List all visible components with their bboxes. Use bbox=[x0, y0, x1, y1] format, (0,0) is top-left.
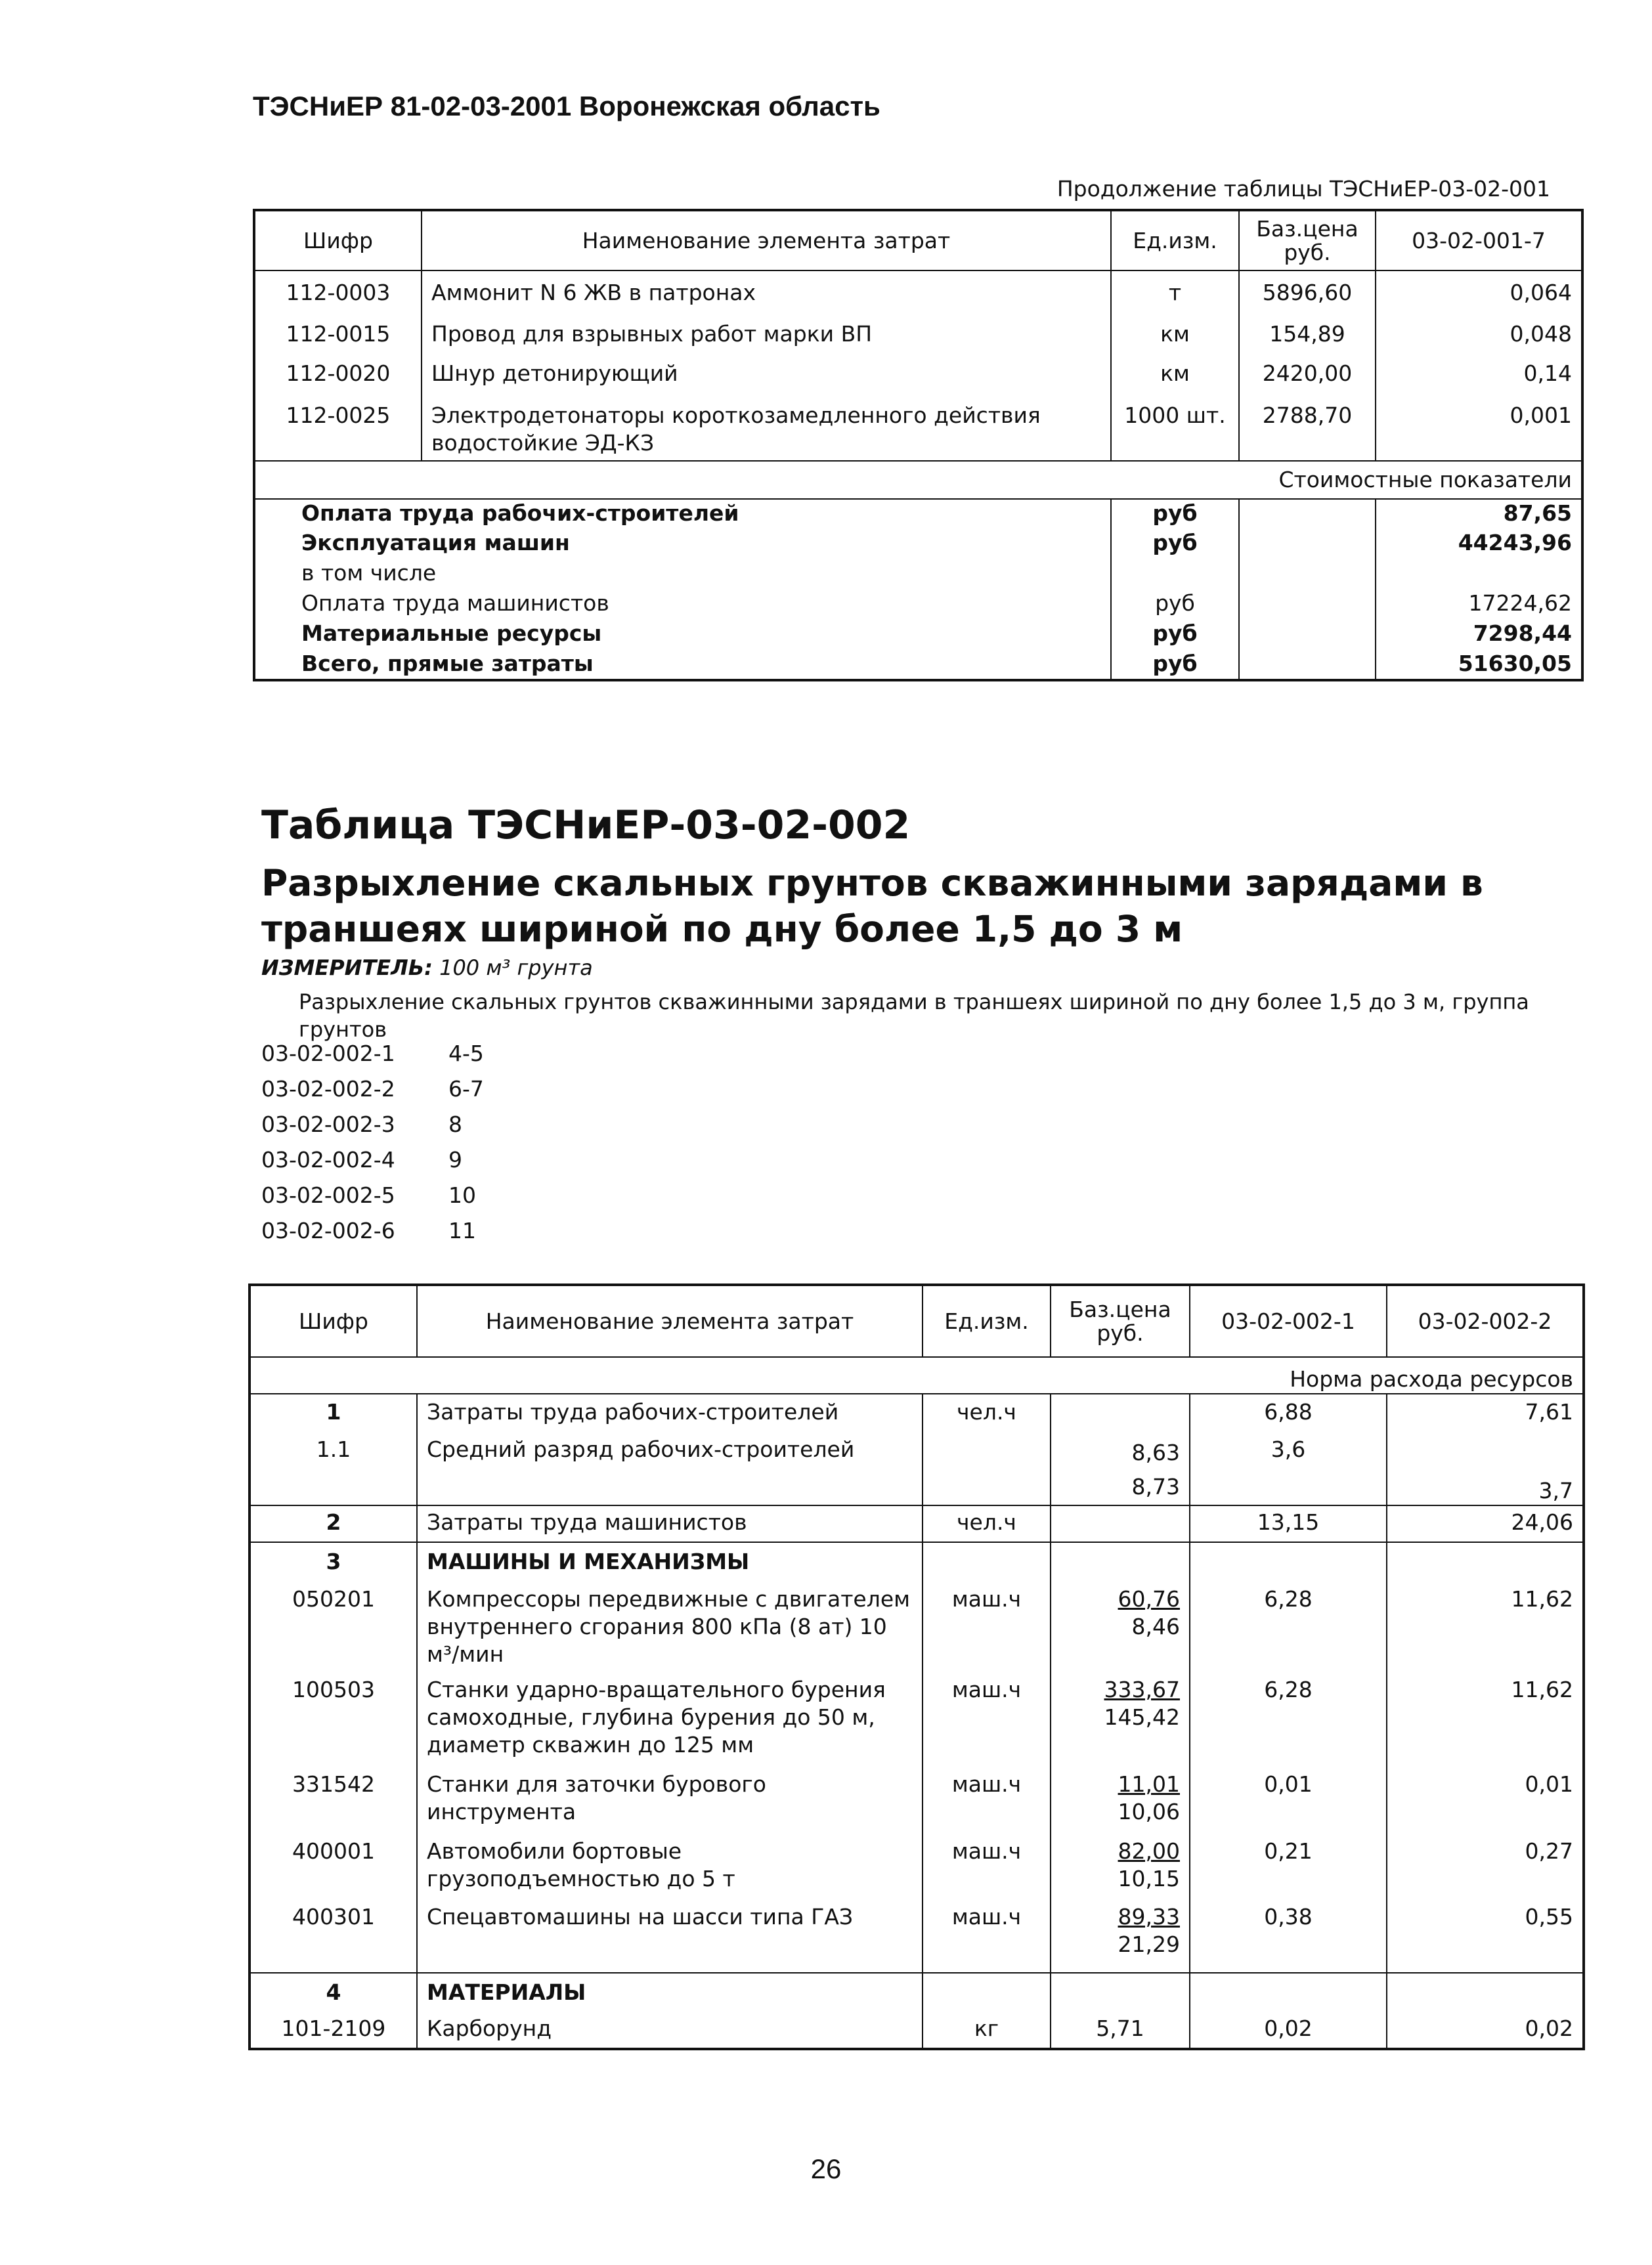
row-name: Карборунд bbox=[417, 2012, 923, 2049]
col-header-unit: Ед.изм. bbox=[1111, 210, 1239, 270]
row-code: 050201 bbox=[250, 1583, 417, 1676]
row-code: 4 bbox=[250, 1973, 417, 2012]
row-name: МАТЕРИАЛЫ bbox=[417, 1973, 923, 2012]
cost-value: 87,65 bbox=[1503, 500, 1572, 526]
code: 03-02-002-2 bbox=[261, 1076, 395, 1102]
row-name: Станки для заточки бурового инструмента bbox=[417, 1771, 923, 1838]
row-norm-2: 0,55 bbox=[1525, 1904, 1573, 1930]
cost-header-row bbox=[254, 461, 1582, 499]
table-continuation-caption: Продолжение таблицы ТЭСНиЕР-03-02-001 bbox=[1056, 176, 1550, 202]
row-unit: кг bbox=[923, 2012, 1051, 2049]
table-description: Разрыхление скальных грунтов скважинными зарядами в траншеях шириной по дну более 1,5 до 3 м, группа грунтов bbox=[299, 989, 1529, 1042]
table-row bbox=[250, 1583, 1584, 1676]
table-row bbox=[250, 1505, 1584, 1542]
cost-row bbox=[254, 650, 1582, 680]
row-unit: т bbox=[1111, 270, 1239, 313]
col-header-name: Наименование элемента затрат bbox=[422, 210, 1111, 270]
cost-name: Эксплуатация машин bbox=[254, 529, 1111, 559]
row-price: 333,67 bbox=[1104, 1677, 1180, 1702]
code-list-item bbox=[261, 1041, 484, 1076]
row-code: 100503 bbox=[250, 1676, 417, 1771]
measure-value: 100 м³ грунта bbox=[439, 955, 593, 980]
document-header: ТЭСНиЕР 81-02-03-2001 Воронежская область bbox=[253, 91, 880, 121]
code: 03-02-002-1 bbox=[261, 1041, 395, 1066]
row-norm: 0,14 bbox=[1523, 360, 1572, 386]
row-unit: 1000 шт. bbox=[1111, 397, 1239, 461]
section-row bbox=[250, 1542, 1584, 1583]
row-norm-2: 3,7 bbox=[1538, 1478, 1573, 1503]
col-header-code: Шифр bbox=[250, 1285, 417, 1357]
row-norm-2: 11,62 bbox=[1511, 1677, 1573, 1702]
cost-unit: руб bbox=[1111, 499, 1239, 529]
code-list-item bbox=[261, 1111, 484, 1147]
row-name: Аммонит N 6 ЖВ в патронах bbox=[422, 270, 1111, 313]
row-wage: 145,42 bbox=[1104, 1704, 1180, 1730]
table-row bbox=[254, 270, 1582, 313]
col-header-price: Баз.цена руб. bbox=[1239, 210, 1376, 270]
cost-name: Всего, прямые затраты bbox=[254, 650, 1111, 680]
row-norm-1: 0,38 bbox=[1190, 1903, 1387, 1973]
row-norm-2: 0,27 bbox=[1525, 1838, 1573, 1864]
row-norm-2: 24,06 bbox=[1387, 1505, 1584, 1542]
cost-value: 44243,96 bbox=[1458, 530, 1572, 555]
code-list bbox=[261, 1041, 484, 1253]
col-header-norm-2: 03-02-002-2 bbox=[1387, 1285, 1584, 1357]
group: 11 bbox=[448, 1218, 476, 1243]
group: 10 bbox=[448, 1182, 476, 1208]
table-header-row bbox=[250, 1285, 1584, 1357]
row-wage: 10,06 bbox=[1118, 1799, 1180, 1824]
row-norm: 0,064 bbox=[1510, 280, 1572, 305]
cost-unit: руб bbox=[1111, 650, 1239, 680]
row-norm-1: 3,6 bbox=[1190, 1432, 1387, 1505]
cost-row bbox=[254, 559, 1582, 590]
row-price-1: 8,63 bbox=[1131, 1440, 1180, 1465]
table-row bbox=[250, 1432, 1584, 1505]
table-row bbox=[250, 1394, 1584, 1432]
row-unit: маш.ч bbox=[923, 1838, 1051, 1903]
row-name: МАШИНЫ И МЕХАНИЗМЫ bbox=[417, 1542, 923, 1583]
cost-indicators-label: Стоимостные показатели bbox=[1239, 461, 1582, 499]
code: 03-02-002-3 bbox=[261, 1111, 395, 1137]
row-price: 2788,70 bbox=[1239, 397, 1376, 461]
cost-unit: руб bbox=[1111, 590, 1239, 620]
row-norm: 0,001 bbox=[1510, 402, 1572, 428]
code: 03-02-002-5 bbox=[261, 1182, 395, 1208]
row-name: Спецавтомашины на шасси типа ГАЗ bbox=[417, 1903, 923, 1973]
norm-header-label: Норма расхода ресурсов bbox=[1190, 1357, 1584, 1394]
row-code: 400301 bbox=[250, 1903, 417, 1973]
cost-row bbox=[254, 620, 1582, 650]
row-name: Средний разряд рабочих-строителей bbox=[417, 1432, 923, 1505]
row-price: 82,00 bbox=[1118, 1838, 1180, 1864]
row-norm-1: 0,01 bbox=[1190, 1771, 1387, 1838]
row-norm-1: 13,15 bbox=[1190, 1505, 1387, 1542]
code: 03-02-002-4 bbox=[261, 1147, 395, 1173]
cost-value: 7298,44 bbox=[1473, 620, 1572, 646]
measure-unit bbox=[261, 955, 593, 980]
table-row bbox=[254, 397, 1582, 461]
row-price: 11,01 bbox=[1118, 1771, 1180, 1797]
cost-name: Материальные ресурсы bbox=[254, 620, 1111, 650]
row-name: Затраты труда рабочих-строителей bbox=[417, 1394, 923, 1432]
row-price: 2420,00 bbox=[1239, 355, 1376, 397]
row-price-2: 8,73 bbox=[1131, 1474, 1180, 1499]
row-name: Провод для взрывных работ марки ВП bbox=[422, 313, 1111, 355]
row-unit: чел.ч bbox=[923, 1505, 1051, 1542]
row-unit: маш.ч bbox=[923, 1676, 1051, 1771]
row-code: 331542 bbox=[250, 1771, 417, 1838]
row-wage: 21,29 bbox=[1118, 1931, 1180, 1957]
table-row bbox=[254, 355, 1582, 397]
code-list-item bbox=[261, 1076, 484, 1111]
table-row bbox=[250, 1771, 1584, 1838]
row-code: 1 bbox=[250, 1394, 417, 1432]
row-name: Автомобили бортовые грузоподъемностью до 5 т bbox=[417, 1838, 923, 1903]
cost-name: в том числе bbox=[254, 559, 1111, 590]
row-code: 101-2109 bbox=[250, 2012, 417, 2049]
row-unit: км bbox=[1111, 313, 1239, 355]
cost-row bbox=[254, 590, 1582, 620]
row-unit: чел.ч bbox=[923, 1394, 1051, 1432]
row-norm-2: 11,62 bbox=[1511, 1586, 1573, 1612]
cost-value: 17224,62 bbox=[1468, 590, 1572, 616]
table-row bbox=[254, 313, 1582, 355]
cost-name: Оплата труда машинистов bbox=[254, 590, 1111, 620]
row-unit: маш.ч bbox=[923, 1771, 1051, 1838]
col-header-unit: Ед.изм. bbox=[923, 1285, 1051, 1357]
table-row bbox=[250, 1903, 1584, 1973]
table-title: Таблица ТЭСНиЕР-03-02-002 bbox=[261, 802, 911, 848]
cost-value: 51630,05 bbox=[1458, 651, 1572, 676]
row-price: 5896,60 bbox=[1239, 270, 1376, 313]
row-unit: км bbox=[1111, 355, 1239, 397]
table-header-row bbox=[254, 210, 1582, 270]
measure-label: ИЗМЕРИТЕЛЬ: bbox=[261, 955, 433, 980]
group: 9 bbox=[448, 1147, 462, 1173]
row-code: 112-0025 bbox=[254, 397, 422, 461]
group: 6-7 bbox=[448, 1076, 484, 1102]
code: 03-02-002-6 bbox=[261, 1218, 395, 1243]
col-header-name: Наименование элемента затрат bbox=[417, 1285, 923, 1357]
row-wage: 8,46 bbox=[1131, 1614, 1180, 1639]
table-subtitle: Разрыхление скальных грунтов скважинными зарядами в траншеях шириной по дну более 1,5 до 3 м bbox=[261, 862, 1483, 950]
section-row bbox=[250, 1973, 1584, 2012]
row-norm: 0,048 bbox=[1510, 321, 1572, 347]
group: 8 bbox=[448, 1111, 462, 1137]
table-row bbox=[250, 2012, 1584, 2049]
row-unit: маш.ч bbox=[923, 1903, 1051, 1973]
col-header-code: Шифр bbox=[254, 210, 422, 270]
cost-unit: руб bbox=[1111, 620, 1239, 650]
row-norm-2: 7,61 bbox=[1525, 1399, 1573, 1425]
row-name: Электродетонаторы короткозамедленного действия водостойкие ЭД-КЗ bbox=[422, 397, 1111, 461]
row-code: 112-0015 bbox=[254, 313, 422, 355]
code-list-item bbox=[261, 1147, 484, 1182]
row-name: Шнур детонирующий bbox=[422, 355, 1111, 397]
col-header-norm: 03-02-001-7 bbox=[1376, 210, 1582, 270]
table-row bbox=[250, 1838, 1584, 1903]
row-code: 2 bbox=[250, 1505, 417, 1542]
row-price: 89,33 bbox=[1118, 1904, 1180, 1930]
col-header-norm-1: 03-02-002-1 bbox=[1190, 1285, 1387, 1357]
row-price: 154,89 bbox=[1239, 313, 1376, 355]
row-price: 5,71 bbox=[1051, 2012, 1190, 2049]
row-norm-1: 6,28 bbox=[1190, 1583, 1387, 1676]
code-list-item bbox=[261, 1218, 484, 1253]
row-code: 1.1 bbox=[250, 1432, 417, 1505]
col-header-price: Баз.цена руб. bbox=[1051, 1285, 1190, 1357]
code-list-item bbox=[261, 1182, 484, 1218]
resource-table-2 bbox=[248, 1284, 1585, 2050]
group: 4-5 bbox=[448, 1041, 484, 1066]
cost-unit: руб bbox=[1111, 529, 1239, 559]
row-name: Затраты труда машинистов bbox=[417, 1505, 923, 1542]
row-norm-1: 6,88 bbox=[1190, 1394, 1387, 1432]
cost-row bbox=[254, 529, 1582, 559]
cost-name: Оплата труда рабочих-строителей bbox=[254, 499, 1111, 529]
row-norm-1: 0,02 bbox=[1190, 2012, 1387, 2049]
resource-table-1 bbox=[253, 209, 1584, 681]
cost-row bbox=[254, 499, 1582, 529]
row-norm-1: 6,28 bbox=[1190, 1676, 1387, 1771]
row-name: Станки ударно-вращательного бурения самоходные, глубина бурения до 50 м, диаметр скважин до 125 мм bbox=[417, 1676, 923, 1771]
row-price: 60,76 bbox=[1118, 1586, 1180, 1612]
row-code: 3 bbox=[250, 1542, 417, 1583]
row-name: Компрессоры передвижные с двигателем внутреннего сгорания 800 кПа (8 ат) 10 м³/мин bbox=[417, 1583, 923, 1676]
row-norm-2: 0,02 bbox=[1525, 2016, 1573, 2041]
table-row bbox=[250, 1676, 1584, 1771]
row-wage: 10,15 bbox=[1118, 1866, 1180, 1891]
norm-header-row bbox=[250, 1357, 1584, 1394]
row-norm-1: 0,21 bbox=[1190, 1838, 1387, 1903]
row-code: 400001 bbox=[250, 1838, 417, 1903]
page-number: 26 bbox=[810, 2153, 842, 2184]
row-code: 112-0020 bbox=[254, 355, 422, 397]
cost-unit bbox=[1111, 559, 1239, 590]
cost-value bbox=[1376, 559, 1582, 590]
row-code: 112-0003 bbox=[254, 270, 422, 313]
row-unit: маш.ч bbox=[923, 1583, 1051, 1676]
row-norm-2: 0,01 bbox=[1525, 1771, 1573, 1797]
